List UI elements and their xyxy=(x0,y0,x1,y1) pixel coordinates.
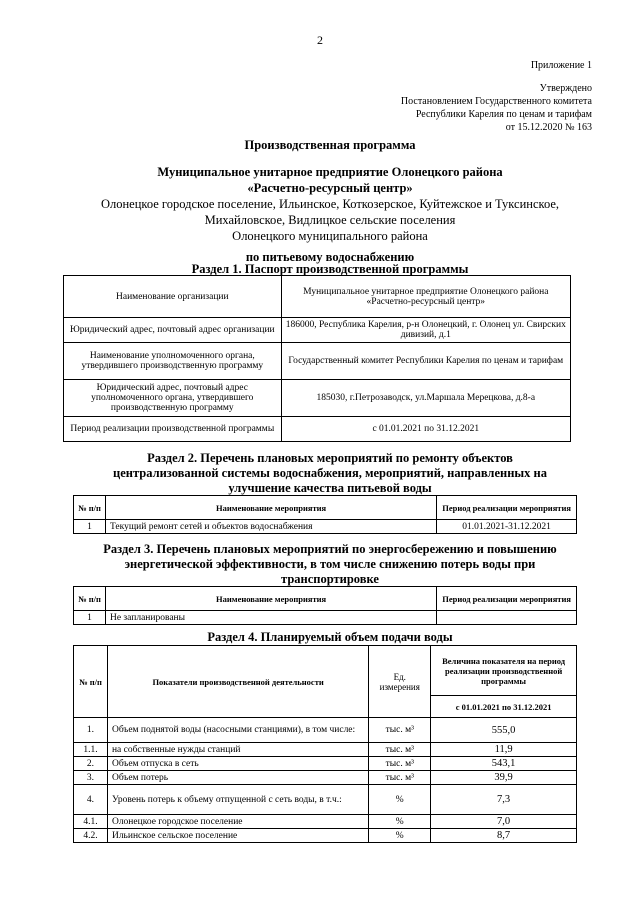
section3-title-line: транспортировке xyxy=(281,572,379,586)
column-header-num: № п/п xyxy=(74,496,106,520)
indicator-name: Объем потерь xyxy=(107,771,368,785)
measure-period xyxy=(437,611,577,625)
column-header-value-period: с 01.01.2021 по 31.12.2021 xyxy=(431,696,577,718)
passport-value: с 01.01.2021 по 31.12.2021 xyxy=(281,417,570,442)
approval-line: Утверждено xyxy=(539,83,592,94)
passport-value: Государственный комитет Республики Карелия по ценам и тарифам xyxy=(281,343,570,380)
passport-value: 186000, Республика Карелия, р-н Олонецкий, г. Олонец ул. Свирских дивизий, д.1 xyxy=(281,318,570,343)
section2-title xyxy=(60,451,600,496)
table-row xyxy=(64,417,571,442)
area-line: Михайловское, Видлицкое сельские поселения xyxy=(204,213,456,227)
row-num: 1. xyxy=(74,718,108,743)
indicator-value: 7,0 xyxy=(431,815,577,829)
table-row xyxy=(64,380,571,417)
passport-label: Юридический адрес, почтовый адрес организации xyxy=(64,318,282,343)
row-num: 1.1. xyxy=(74,743,108,757)
table-header-row xyxy=(74,496,577,520)
passport-label: Наименование организации xyxy=(64,276,282,318)
page-number: 2 xyxy=(317,33,323,47)
column-header-period: Период реализации мероприятия xyxy=(437,587,577,611)
indicator-unit: тыс. м³ xyxy=(369,771,431,785)
table-header-row xyxy=(74,646,577,696)
indicator-name: Ильинское сельское поселение xyxy=(107,829,368,843)
section3-title-line: энергетической эффективности, в том числе снижению потерь воды при xyxy=(124,557,536,571)
passport-value: Муниципальное унитарное предприятие Олонецкого района «Расчетно-ресурсный центр» xyxy=(281,276,570,318)
section2-title-line: Раздел 2. Перечень плановых мероприятий по ремонту объектов xyxy=(147,451,513,465)
row-num: 1 xyxy=(74,520,106,534)
appendix-label: Приложение 1 xyxy=(530,60,592,71)
area-line: Олонецкого муниципального района xyxy=(232,229,428,243)
measure-name: Текущий ремонт сетей и объектов водоснабжения xyxy=(105,520,436,534)
column-header-indicator: Показатели производственной деятельности xyxy=(107,646,368,718)
row-num: 4.2. xyxy=(74,829,108,843)
indicator-name: Уровень потерь к объему отпущенной с сеть воды, в т.ч.: xyxy=(107,785,368,815)
indicator-name: Объем отпуска в сеть xyxy=(107,757,368,771)
title-block xyxy=(60,137,600,265)
program-title: Производственная программа xyxy=(244,138,416,152)
passport-label: Наименование уполномоченного органа, утвердившего производственную программу xyxy=(64,343,282,380)
indicator-unit: тыс. м³ xyxy=(369,743,431,757)
table-row xyxy=(74,785,577,815)
column-header-name: Наименование мероприятия xyxy=(105,496,436,520)
table-row xyxy=(64,318,571,343)
row-num: 4.1. xyxy=(74,815,108,829)
row-num: 3. xyxy=(74,771,108,785)
approval-block xyxy=(401,82,592,134)
passport-value: 185030, г.Петрозаводск, ул.Маршала Мерецкова, д.8-а xyxy=(281,380,570,417)
column-header-unit: Ед. измерения xyxy=(369,646,431,718)
energy-measures-table xyxy=(73,586,577,625)
column-header-period: Период реализации мероприятия xyxy=(437,496,577,520)
measure-name: Не запланированы xyxy=(105,611,436,625)
area-line: Олонецкое городское поселение, Ильинское, Коткозерское, Куйтежское и Туксинское, xyxy=(100,197,560,211)
section1-title: Раздел 1. Паспорт производственной программы xyxy=(191,262,469,276)
table-row xyxy=(74,718,577,743)
table-row xyxy=(64,343,571,380)
column-header-value-group: Величина показателя на период реализации производственной программы xyxy=(431,646,577,696)
indicator-value: 555,0 xyxy=(431,718,577,743)
row-num: 4. xyxy=(74,785,108,815)
table-row xyxy=(74,771,577,785)
table-row xyxy=(74,757,577,771)
indicator-value: 7,3 xyxy=(431,785,577,815)
repair-measures-table xyxy=(73,495,577,534)
column-header-num: № п/п xyxy=(74,587,106,611)
organization-name: Муниципальное унитарное предприятие Олонецкого района xyxy=(157,165,503,179)
row-num: 2. xyxy=(74,757,108,771)
indicator-value: 39,9 xyxy=(431,771,577,785)
column-header-name: Наименование мероприятия xyxy=(105,587,436,611)
section2-title-line: улучшение качества питьевой воды xyxy=(228,481,432,495)
indicator-value: 8,7 xyxy=(431,829,577,843)
indicator-name: на собственные нужды станций xyxy=(107,743,368,757)
row-num: 1 xyxy=(74,611,106,625)
column-header-num: № п/п xyxy=(74,646,108,718)
program-subject: по питьевому водоснабжению xyxy=(245,250,415,264)
section3-title xyxy=(60,542,600,587)
table-row xyxy=(74,743,577,757)
table-row xyxy=(64,276,571,318)
passport-label: Период реализации производственной программы xyxy=(64,417,282,442)
indicator-name: Олонецкое городское поселение xyxy=(107,815,368,829)
passport-label: Юридический адрес, почтовый адрес уполномоченного органа, утвердившего производственную программу xyxy=(64,380,282,417)
indicator-unit: % xyxy=(369,815,431,829)
table-header-row xyxy=(74,587,577,611)
indicator-value: 543,1 xyxy=(431,757,577,771)
table-row xyxy=(74,829,577,843)
organization-name-quoted: «Расчетно-ресурсный центр» xyxy=(247,181,413,195)
indicator-unit: % xyxy=(369,785,431,815)
water-supply-table xyxy=(73,645,577,843)
measure-period: 01.01.2021-31.12.2021 xyxy=(437,520,577,534)
indicator-unit: тыс. м³ xyxy=(369,718,431,743)
indicator-name: Объем поднятой воды (насосными станциями), в том числе: xyxy=(107,718,368,743)
approval-line: Постановлением Государственного комитета xyxy=(400,96,592,107)
indicator-unit: тыс. м³ xyxy=(369,757,431,771)
passport-table xyxy=(63,275,571,442)
table-row xyxy=(74,520,577,534)
table-row xyxy=(74,815,577,829)
section2-title-line: централизованной системы водоснабжения, мероприятий, направленных на xyxy=(113,466,547,480)
approval-line: от 15.12.2020 № 163 xyxy=(505,122,592,133)
section4-title: Раздел 4. Планируемый объем подачи воды xyxy=(207,630,453,644)
approval-line: Республики Карелия по ценам и тарифам xyxy=(415,109,592,120)
table-row xyxy=(74,611,577,625)
section3-title-line: Раздел 3. Перечень плановых мероприятий по энергосбережению и повышению xyxy=(103,542,557,556)
indicator-unit: % xyxy=(369,829,431,843)
indicator-value: 11,9 xyxy=(431,743,577,757)
